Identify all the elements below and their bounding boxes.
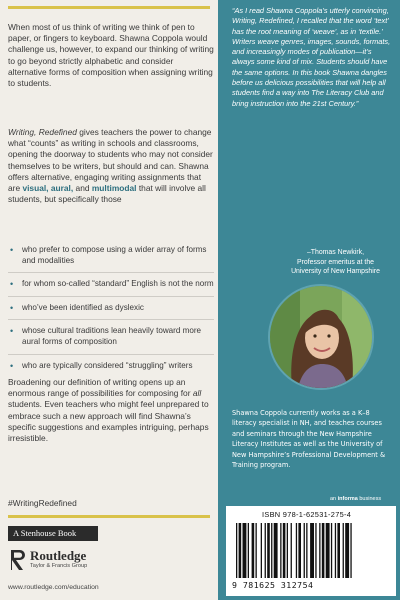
publisher-url: www.routledge.com/education bbox=[8, 584, 99, 591]
author-photo bbox=[268, 284, 374, 390]
informa-prefix: an bbox=[330, 496, 338, 502]
description-paragraph-1: When most of us think of writing we think of pen to paper, or fingers to keyboard. Shawna Coppola would challenge us, however, to expand our thinking of writing to go beyond strictly alphabetic and consider alternative forms of composition when assigning writing to students. bbox=[8, 22, 214, 89]
paragraph-2-text-a: gives teachers the power to change what “counts” as writing in schools and classrooms, opening the doorway to students who may not consider themselves to be writers, but should and can. Shawna offers alternative, engaging writing assignments that are bbox=[8, 127, 213, 194]
back-cover-right-panel bbox=[218, 0, 400, 600]
author-photo-illustration bbox=[270, 286, 372, 388]
description-paragraph-3 bbox=[8, 377, 214, 444]
paragraph-2-and: and bbox=[73, 183, 92, 194]
barcode-number: 9 781625 312754 bbox=[232, 580, 314, 590]
keyword-multimodal: multimodal bbox=[91, 183, 137, 194]
keyword-visual: visual, bbox=[22, 183, 49, 194]
stenhouse-badge: A Stenhouse Book bbox=[8, 526, 98, 541]
endorsement-quote: “As I read Shawna Coppola’s utterly convincing, Writing, Redefined, I recalled that the word ‘text’ has the root meaning of ‘weave’, as in ‘textile.’ Writers weave genres, images, sounds, formats, and increasingly modes of publication—it’s always some kind of mix. Students should have the same options. In this book Shawna dangles before us delicious possibilities that will help all students find a way into The Literacy Club and bring instruction into the 21st Century.” bbox=[232, 6, 391, 108]
attribution-role: Professor emeritus at the bbox=[297, 258, 374, 266]
publisher-name: Routledge bbox=[30, 548, 87, 563]
routledge-logo-icon bbox=[8, 548, 26, 572]
informa-suffix: business bbox=[357, 496, 382, 502]
barcode-graphic bbox=[234, 523, 386, 578]
informa-business-label bbox=[330, 496, 381, 502]
author-bio: Shawna Coppola currently works as a K–8 literacy specialist in NH, and teaches courses and seminars through the New Hampshire Literacy Institutes as well as the University of New Hampshire’s Professional Development & Training program. bbox=[232, 409, 386, 470]
top-accent-bar bbox=[8, 6, 210, 9]
keyword-aural: aural, bbox=[50, 183, 74, 194]
bullet-item: • who’ve been identified as dyslexic bbox=[8, 303, 214, 321]
bullet-item: • who are typically considered “struggling” writers bbox=[8, 361, 214, 378]
description-paragraph-2 bbox=[8, 127, 214, 205]
paragraph-3-text-a: Broadening our definition of writing opens up an enormous range of possibilities for composing for bbox=[8, 377, 193, 399]
bullet-item: • who prefer to compose using a wider array of forms and modalities bbox=[8, 245, 214, 273]
attribution-org: University of New Hampshire bbox=[291, 268, 380, 275]
attribution-name: –Thomas Newkirk, bbox=[306, 249, 365, 256]
emphasis-all: all bbox=[192, 388, 202, 399]
hashtag: #WritingRedefined bbox=[8, 498, 77, 508]
quote-attribution bbox=[278, 248, 393, 277]
publisher-subtitle: Taylor & Francis Group bbox=[30, 563, 88, 569]
bottom-accent-bar bbox=[8, 515, 210, 518]
student-bullet-list bbox=[8, 245, 214, 383]
informa-brand: informa bbox=[337, 496, 358, 502]
book-title-italic: Writing, Redefined bbox=[8, 127, 77, 137]
bullet-item: • whose cultural traditions lean heavily toward more aural forms of composition bbox=[8, 326, 214, 354]
isbn-barcode bbox=[226, 506, 396, 596]
paragraph-2-text-b: that will involve all students, but specifically those bbox=[8, 183, 206, 205]
bullet-item: • for whom so-called “standard” English is not the norm bbox=[8, 279, 214, 297]
isbn-label: ISBN 978-1-62531-275-4 bbox=[262, 510, 352, 519]
paragraph-3-text-b: students. Even teachers who might feel unprepared to embrace such a new approach will find Shawna’s specific suggestions and examples intriguing, perhaps irresistible. bbox=[8, 399, 209, 444]
